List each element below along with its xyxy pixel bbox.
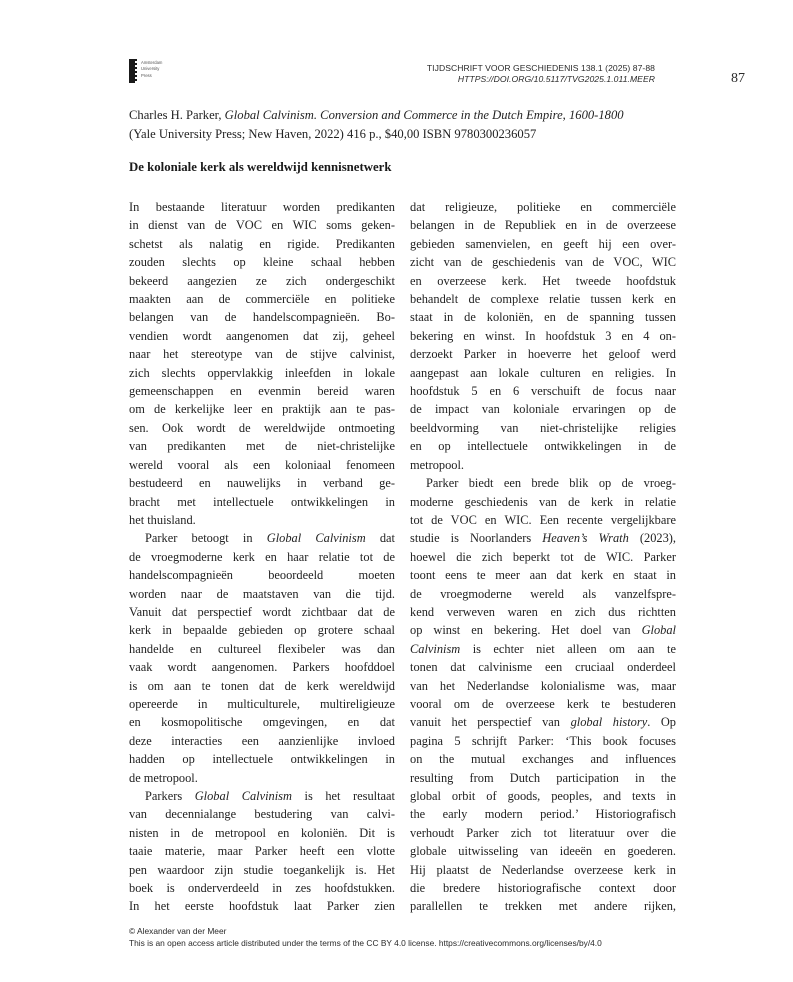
publisher-logo	[129, 59, 169, 83]
text-line: vooral om de overzeese kerk te bestuderen	[410, 696, 676, 711]
text-line: nisten in de metropool en koloniën. Dit is	[129, 825, 395, 840]
text-line: beeldvorming van niet-christelijke religies	[410, 420, 676, 435]
text-line: behandelt de complexe relatie tussen kerk en	[410, 292, 676, 307]
line-text: . Op	[647, 715, 676, 730]
text-line: om de kerkelijke leer en praktijk aan te pas-	[129, 402, 395, 417]
text-line: gebieden samenvielen, en geeft hij een over-	[410, 236, 676, 251]
text-line: bestudeerd en nauwelijks in verband ge-	[129, 476, 395, 491]
text-line	[410, 640, 676, 658]
journal-citation: TIJDSCHRIFT VOOR GESCHIEDENIS 138.1 (2025) 87-88	[426, 63, 655, 73]
text-line: van het Nederlandse kolonialisme was, maar	[410, 678, 676, 693]
text-line: resulting from Dutch participation in the	[410, 770, 676, 785]
text-line: Hij plaatst de Nederlandse overzeese kerk in	[410, 862, 676, 877]
line-text: Parker betoogt in	[145, 531, 267, 546]
text-line: in dienst van de VOC en WIC soms geken-	[129, 218, 395, 233]
citation-publication: (Yale University Press; New Haven, 2022) 416 p., $40,00 ISBN 9780300236057	[129, 127, 537, 141]
line-text: studie is Noorlanders	[410, 531, 543, 546]
text-line: pen waardoor zijn studie toegankelijk is. Het	[129, 862, 395, 877]
page-number: 87	[731, 71, 745, 86]
italic-title: Global Calvinism	[194, 789, 292, 803]
logo-line: University	[141, 66, 160, 72]
text-line: maakten aan de commerciële en politieke	[129, 292, 395, 307]
line-text: is het resultaat	[291, 789, 395, 803]
text-line: opereerde in multiculturele, multireligieuze	[129, 696, 395, 711]
text-line: de vroegmoderne kerk en haar relatie tot de	[129, 549, 395, 564]
text-line: taaie materie, maar Parker heeft een vlotte	[129, 844, 395, 859]
text-line: van predikanten met de niet-christelijke	[129, 439, 395, 454]
italic-title: Global	[641, 623, 676, 638]
text-line: sen. Ook wordt de wereldwijde ontmoeting	[129, 420, 395, 435]
text-line: bekeerd aangezien ze zich ondergeschikt	[129, 273, 395, 288]
citation-book-title: Global Calvinism. Conversion and Commerce in the Dutch Empire, 1600-1800	[224, 108, 624, 122]
text-line: is om aan te tonen dat de kerk wereldwijd	[129, 678, 395, 693]
text-line: belangen van de handelscompagnieën. Bo-	[129, 310, 395, 325]
text-line: belangen in de Republiek en in de overzeese	[410, 218, 676, 233]
text-line: Vanuit dat perspectief wordt zichtbaar dat de	[129, 604, 395, 619]
text-line: dat religieuze, politieke en commerciële	[410, 200, 676, 214]
text-line: worden naar de maatstaven van die tijd.	[129, 586, 395, 601]
text-line: global orbit of goods, peoples, and texts in	[410, 789, 676, 803]
page-footer	[129, 926, 602, 949]
text-line: toont eens te meer aan dat kerk en staat in	[410, 568, 676, 583]
text-line: zouden slechts op kleine schaal hebben	[129, 255, 395, 270]
running-header	[427, 63, 655, 85]
text-line: het thuisland.	[129, 512, 196, 527]
text-line: handelscompagnieën beoordeeld moeten	[129, 568, 395, 583]
text-line: handelde en cultureel flexibeler was dan	[129, 641, 395, 656]
text-line: schetst als nalatig en rigide. Predikanten	[129, 236, 395, 251]
section-heading: De koloniale kerk als wereldwijd kennisnetwerk	[129, 160, 392, 174]
text-line: de impact van koloniale ervaringen op de	[410, 402, 676, 417]
line-text: Parkers	[145, 789, 195, 803]
line-text: dat	[365, 531, 395, 546]
text-line: vendien wordt aangenomen dat zij, geheel	[129, 328, 395, 343]
text-line	[129, 529, 395, 547]
text-line: wereld vooral als een koloniaal fenomeen	[129, 457, 395, 472]
italic-title: Heaven’s Wrath	[542, 531, 629, 546]
text-column-left	[129, 198, 395, 916]
text-line: on the mutual exchanges and influences	[410, 752, 676, 767]
amsterdam-university-press-logo-icon	[129, 59, 135, 83]
text-line: moderne geschiedenis van de kerk in relatie	[410, 494, 676, 509]
text-line: deze interacties een aanzienlijke invloed	[129, 733, 395, 748]
text-line	[410, 529, 676, 547]
text-line: aangepast aan lokale culturen en religies. In	[410, 365, 676, 380]
text-line: tot de VOC en WIC. Een recente vergelijkbare	[410, 512, 676, 527]
line-text: op winst en bekering. Het doel van	[410, 623, 642, 638]
doi-link[interactable]: HTTPS://DOI.ORG/10.5117/TVG2025.1.011.MEER	[457, 74, 655, 84]
book-citation	[129, 106, 689, 144]
text-line: de vroegmoderne wereld als vanzelfspre-	[410, 586, 676, 601]
line-text: vanuit het perspectief van	[410, 715, 571, 730]
text-line: boek is onderverdeeld in zes hoofdstukken.	[129, 881, 395, 896]
text-line: kend verweven waren en zich dus richtten	[410, 604, 676, 619]
text-line: van decennialange bestudering van calvi-	[129, 807, 395, 822]
text-line: derzoekt Parker in hoeverre het geloof werd	[410, 347, 676, 362]
license-notice: This is an open access article distributed under the terms of the CC BY 4.0 license. https://creativecommons.org/licenses/by/4.0	[129, 937, 602, 948]
text-line: bekering en winst. In hoofdstuk 3 en 4 on-	[410, 328, 676, 343]
text-line: In het eerste hoofdstuk laat Parker zien	[129, 899, 395, 914]
text-line: de metropool.	[129, 770, 198, 785]
copyright-notice: © Alexander van der Meer	[129, 926, 227, 936]
text-line: gemeenschappen en evenmin bereid waren	[129, 384, 395, 399]
text-line: hadden op intellectuele ontwikkelingen in	[129, 752, 395, 767]
text-line: Parker biedt een brede blik op de vroeg-	[426, 476, 676, 491]
text-line: hoofdstuk 5 en 6 verschuift de focus naar	[410, 384, 676, 399]
text-line: tonen dat calvinisme een cruciaal onderdeel	[410, 660, 676, 675]
text-line: vaak wordt aangenomen. Parkers hoofddoel	[129, 660, 395, 675]
text-line: pagina 5 schrijft Parker: ‘This book focuses	[410, 733, 676, 748]
text-line: parallellen te trekken met andere rijken,	[410, 899, 676, 914]
text-line: en op intellectuele ontwikkelingen in de	[410, 439, 676, 454]
logo-line: Amsterdam	[141, 60, 163, 65]
italic-title: Calvinism	[410, 641, 461, 656]
line-text: (2023),	[628, 531, 677, 546]
logo-line: Press	[141, 72, 152, 78]
text-line	[129, 787, 395, 805]
line-text: is echter niet alleen om aan te	[460, 641, 676, 656]
citation-author: Charles H. Parker,	[129, 108, 225, 122]
text-line	[410, 713, 676, 731]
text-line: hoewel die zich beperkt tot de WIC. Parker	[410, 549, 676, 564]
text-line: zich slechts oppervlakkig inleefden in lokale	[129, 365, 395, 380]
text-line: globale uitwisseling van ideeën en goederen.	[410, 844, 676, 859]
italic-title: global history	[570, 715, 648, 730]
text-line	[410, 621, 676, 639]
text-line: verhoudt Parker zich tot literatuur over die	[410, 825, 676, 840]
text-line: staat in de koloniën, en de spanning tussen	[410, 310, 676, 325]
text-line: die bredere historiografische context door	[410, 881, 676, 896]
text-line: en overzeese kerk. Het tweede hoofdstuk	[410, 273, 676, 288]
text-line: In bestaande literatuur worden predikanten	[129, 200, 395, 214]
text-line: en kosmopolitische omgevingen, en dat	[129, 715, 395, 730]
italic-title: Global Calvinism	[266, 531, 366, 546]
text-line: the early modern period.’ Historiografisch	[410, 807, 676, 822]
text-column-right	[410, 198, 676, 916]
text-line: metropool.	[410, 457, 465, 472]
text-line: kerk in bepaalde gebieden op grotere schaal	[129, 623, 395, 638]
text-line: bracht met intellectuele ontwikkelingen in	[129, 494, 395, 509]
text-line: zicht van de geschiedenis van de VOC, WIC	[410, 255, 676, 270]
publisher-logo-text	[141, 60, 162, 79]
text-line: naar het stereotype van de stijve calvinist,	[129, 347, 395, 362]
